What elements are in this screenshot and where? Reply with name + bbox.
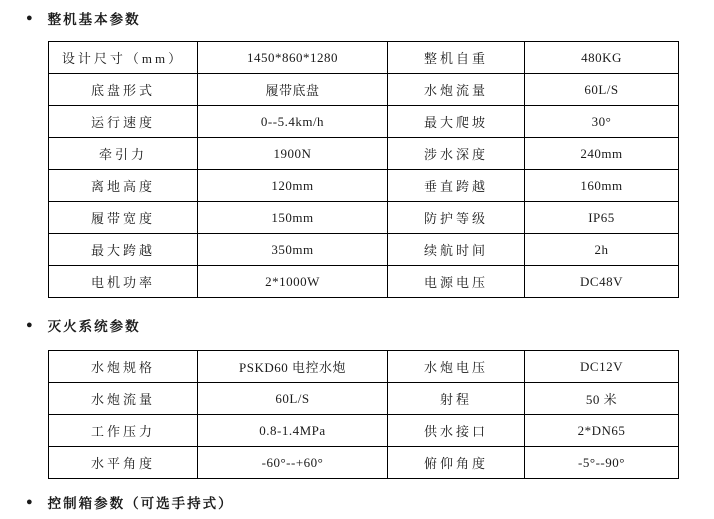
param-value-cell: 2*1000W — [198, 266, 388, 298]
param-value-cell: 1900N — [198, 138, 388, 170]
param-label-cell: 最大跨越 — [49, 234, 198, 266]
param-value-cell: 120mm — [198, 170, 388, 202]
param-label-cell: 垂直跨越 — [388, 170, 525, 202]
table-row — [49, 138, 679, 170]
bullet-icon: ● — [26, 11, 33, 24]
param-label-cell: 整机自重 — [388, 42, 525, 74]
param-label-cell: 水炮流量 — [388, 74, 525, 106]
basic-params-table — [48, 41, 679, 298]
param-value-cell: 0.8-1.4MPa — [198, 415, 388, 447]
param-value-cell: 0--5.4km/h — [198, 106, 388, 138]
param-value-cell: -5°--90° — [525, 447, 679, 479]
table-row — [49, 383, 679, 415]
param-value-cell: 50 米 — [525, 383, 679, 415]
table-row — [49, 202, 679, 234]
param-label-cell: 射程 — [388, 383, 525, 415]
param-label-cell: 水炮电压 — [388, 351, 525, 383]
table-row — [49, 74, 679, 106]
param-value-cell: 2h — [525, 234, 679, 266]
param-value-cell: 30° — [525, 106, 679, 138]
param-value-cell: 2*DN65 — [525, 415, 679, 447]
table-row — [49, 106, 679, 138]
param-value-cell: 60L/S — [525, 74, 679, 106]
param-label-cell: 涉水深度 — [388, 138, 525, 170]
param-label-cell: 离地高度 — [49, 170, 198, 202]
param-value-cell: 履带底盘 — [198, 74, 388, 106]
param-label-cell: 履带宽度 — [49, 202, 198, 234]
param-value-cell: IP65 — [525, 202, 679, 234]
param-label-cell: 电源电压 — [388, 266, 525, 298]
section-heading-text: 灭火系统参数 — [47, 319, 141, 334]
param-value-cell: DC12V — [525, 351, 679, 383]
param-label-cell: 牵引力 — [49, 138, 198, 170]
section-heading-text: 控制箱参数（可选手持式） — [47, 496, 234, 511]
param-label-cell: 设计尺寸（mm） — [49, 42, 198, 74]
param-label-cell: 运行速度 — [49, 106, 198, 138]
section-heading-basic-params — [26, 8, 141, 28]
param-value-cell: 350mm — [198, 234, 388, 266]
param-value-cell: 240mm — [525, 138, 679, 170]
param-label-cell: 工作压力 — [49, 415, 198, 447]
param-value-cell: 160mm — [525, 170, 679, 202]
param-label-cell: 最大爬坡 — [388, 106, 525, 138]
param-value-cell: 60L/S — [198, 383, 388, 415]
param-label-cell: 水炮流量 — [49, 383, 198, 415]
param-label-cell: 水平角度 — [49, 447, 198, 479]
param-label-cell: 底盘形式 — [49, 74, 198, 106]
param-value-cell: -60°--+60° — [198, 447, 388, 479]
bullet-icon: ● — [26, 318, 33, 331]
table-row — [49, 266, 679, 298]
table-row — [49, 170, 679, 202]
param-label-cell: 续航时间 — [388, 234, 525, 266]
param-value-cell: 1450*860*1280 — [198, 42, 388, 74]
table-row — [49, 234, 679, 266]
param-value-cell: PSKD60 电控水炮 — [198, 351, 388, 383]
section-heading-control-box — [26, 492, 234, 512]
section-heading-text: 整机基本参数 — [47, 12, 141, 27]
param-value-cell: 150mm — [198, 202, 388, 234]
param-label-cell: 电机功率 — [49, 266, 198, 298]
param-label-cell: 供水接口 — [388, 415, 525, 447]
fire-system-table — [48, 350, 679, 479]
table-row — [49, 42, 679, 74]
param-value-cell: 480KG — [525, 42, 679, 74]
param-value-cell: DC48V — [525, 266, 679, 298]
table-row — [49, 447, 679, 479]
table-row — [49, 351, 679, 383]
param-label-cell: 水炮规格 — [49, 351, 198, 383]
param-label-cell: 俯仰角度 — [388, 447, 525, 479]
param-label-cell: 防护等级 — [388, 202, 525, 234]
bullet-icon: ● — [26, 495, 33, 508]
section-heading-fire-system — [26, 315, 141, 335]
table-row — [49, 415, 679, 447]
